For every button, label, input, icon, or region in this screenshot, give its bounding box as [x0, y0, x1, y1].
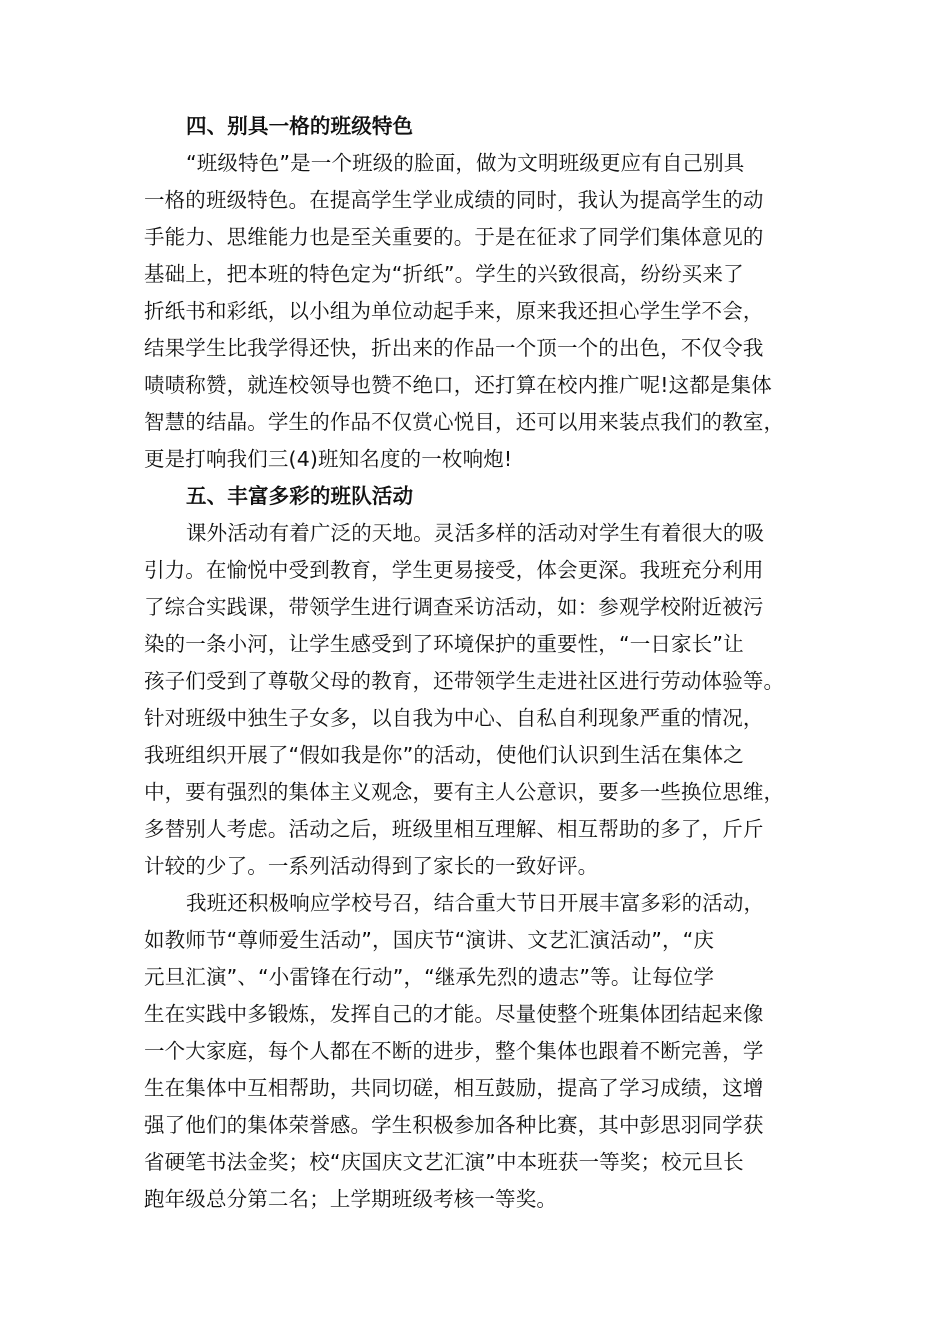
- paragraph-line: 染的一条小河，让学生感受到了环境保护的重要性，“一日家长”让: [144, 632, 744, 656]
- paragraph-line: 中，要有强烈的集体主义观念，要有主人公意识，要多一些换位思维，: [144, 780, 785, 804]
- paragraph-line: 强了他们的集体荣誉感。学生积极参加各种比赛，其中彭思羽同学获: [144, 1113, 764, 1137]
- paragraph-line: 更是打响我们三(4)班知名度的一枚响炮!: [144, 447, 513, 471]
- paragraph-line: 元旦汇演”、“小雷锋在行动”，“继承先烈的遗志”等。让每位学: [144, 965, 715, 989]
- paragraph-line: 我班组织开展了“假如我是你”的活动，使他们认识到生活在集体之: [144, 743, 744, 767]
- paragraph-line: 计较的少了。一系列活动得到了家长的一致好评。: [144, 854, 599, 878]
- section-heading: 四、别具一格的班级特色: [186, 114, 414, 138]
- paragraph-line: 生在集体中互相帮助，共同切磋，相互鼓励，提高了学习成绩，这增: [144, 1076, 764, 1100]
- paragraph-line: 如教师节“尊师爱生活动”，国庆节“演讲、文艺汇演活动”，“庆: [144, 928, 715, 952]
- paragraph-line: 一个大家庭，每个人都在不断的进步，整个集体也跟着不断完善，学: [144, 1039, 764, 1063]
- paragraph-line: “班级特色”是一个班级的脸面，做为文明班级更应有自己别具: [186, 151, 745, 175]
- paragraph-line: 一格的班级特色。在提高学生学业成绩的同时，我认为提高学生的动: [144, 188, 764, 212]
- paragraph-line: 啧啧称赞，就连校领导也赞不绝口，还打算在校内推广呢!这都是集体: [144, 373, 772, 397]
- paragraph-line: 生在实践中多锻炼，发挥自己的才能。尽量使整个班集体团结起来像: [144, 1002, 764, 1026]
- paragraph-line: 针对班级中独生子女多，以自我为中心、自私自利现象严重的情况，: [144, 706, 764, 730]
- paragraph-line: 引力。在愉悦中受到教育，学生更易接受，体会更深。我班充分利用: [144, 558, 764, 582]
- paragraph-line: 我班还积极响应学校号召，结合重大节日开展丰富多彩的活动，: [186, 891, 765, 915]
- paragraph-line: 省硬笔书法金奖；校“庆国庆文艺汇演”中本班获一等奖；校元旦长: [144, 1150, 744, 1174]
- paragraph-line: 手能力、思维能力也是至关重要的。于是在征求了同学们集体意见的: [144, 225, 764, 249]
- paragraph-line: 折纸书和彩纸，以小组为单位动起手来，原来我还担心学生学不会，: [144, 299, 764, 323]
- section-heading: 五、丰富多彩的班队活动: [186, 484, 414, 508]
- paragraph-line: 多替别人考虑。活动之后，班级里相互理解、相互帮助的多了，斤斤: [144, 817, 764, 841]
- paragraph-line: 孩子们受到了尊敬父母的教育，还带领学生走进社区进行劳动体验等。: [144, 669, 785, 693]
- paragraph-line: 课外活动有着广泛的天地。灵活多样的活动对学生有着很大的吸: [186, 521, 765, 545]
- paragraph-line: 跑年级总分第二名；上学期班级考核一等奖。: [144, 1187, 557, 1211]
- paragraph-line: 智慧的结晶。学生的作品不仅赏心悦目，还可以用来装点我们的教室，: [144, 410, 785, 434]
- paragraph-line: 基础上，把本班的特色定为“折纸”。学生的兴致很高，纷纷买来了: [144, 262, 744, 286]
- paragraph-line: 结果学生比我学得还快，折出来的作品一个顶一个的出色，不仅令我: [144, 336, 764, 360]
- paragraph-line: 了综合实践课，带领学生进行调查采访活动，如：参观学校附近被污: [144, 595, 764, 619]
